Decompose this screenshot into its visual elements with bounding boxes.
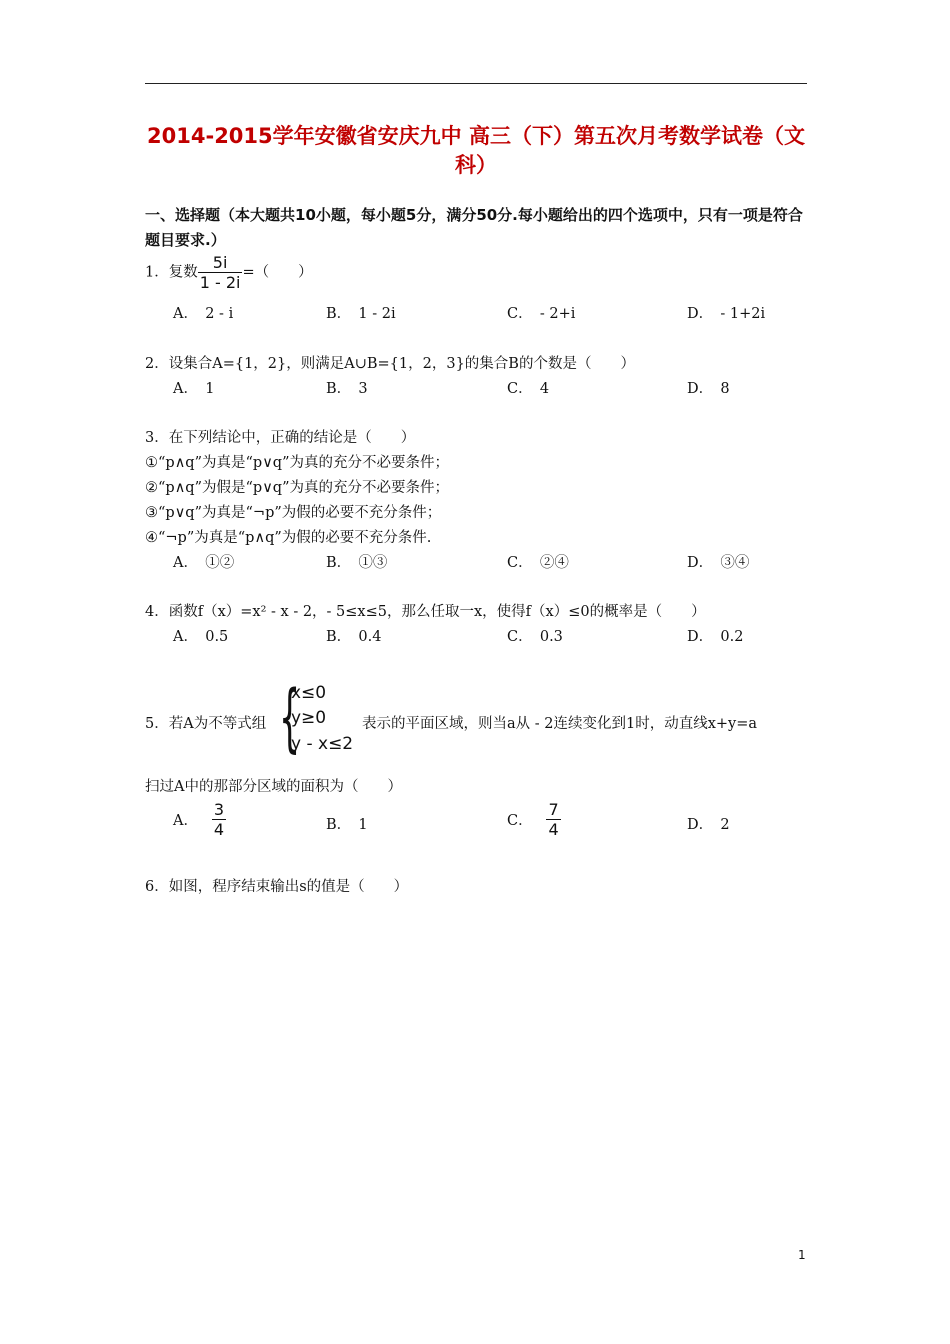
page-title: 2014-2015学年安徽省安庆九中 高三（下）第五次月考数学试卷（文科） — [147, 124, 805, 177]
header-rule — [145, 83, 807, 84]
question-1 — [145, 253, 313, 292]
q5-option-d: D． 2 — [687, 817, 730, 833]
inequality-3: y - x≤2 — [291, 734, 354, 754]
q2-option-a: A． 1 — [173, 381, 215, 397]
q5-option-a-label: A． — [173, 813, 198, 829]
q3-item-3: ③“p∨q”为真是“¬p”为假的必要不充分条件； — [145, 505, 442, 521]
q1-suffix: =（ ） — [242, 264, 313, 281]
q2-option-c: C． 4 — [507, 381, 550, 397]
q5-option-a-num: 3 — [213, 800, 224, 819]
q3-item-4: ④“¬p”为真是“p∧q”为假的必要不充分条件. — [145, 530, 432, 546]
inequality-1: x≤0 — [291, 683, 327, 703]
q1-denominator: 1 - 2i — [199, 273, 241, 292]
q1-option-d: D． - 1+2i — [687, 306, 766, 322]
q5-option-b: B． 1 — [326, 817, 368, 833]
q5-suffix: 表示的平面区域，则当a从 - 2连续变化到1时，动直线x+y=a — [362, 716, 758, 732]
q5-option-a-den: 4 — [213, 820, 224, 839]
page-number: 1 — [798, 1248, 806, 1262]
q5-prefix: 5．若A为不等式组 — [145, 716, 267, 732]
question-6: 6．如图，程序结束输出s的值是（ ） — [145, 879, 409, 895]
q3-item-2: ②“p∧q”为假是“p∨q”为真的充分不必要条件； — [145, 480, 450, 496]
q5-option-a — [173, 800, 226, 839]
q1-prefix: 1．复数 — [145, 264, 198, 281]
question-3: 3．在下列结论中，正确的结论是（ ） — [145, 430, 416, 446]
q1-numerator: 5i — [212, 253, 228, 272]
q1-fraction — [198, 253, 243, 292]
q5-option-c-label: C． — [507, 813, 533, 829]
q4-option-c: C． 0.3 — [507, 629, 563, 645]
q1-option-a: A． 2 - i — [173, 306, 234, 322]
q1-option-c: C． - 2+i — [507, 306, 576, 322]
q2-option-d: D． 8 — [687, 381, 730, 397]
q3-option-b: B． ①③ — [326, 555, 388, 571]
q1-option-b: B． 1 - 2i — [326, 306, 396, 322]
q5-option-a-fraction — [212, 800, 226, 839]
question-4: 4．函数f（x）=x² - x - 2，- 5≤x≤5，那么任取一x，使得f（x）≤0的概率是（ ） — [145, 604, 706, 620]
q3-option-d: D． ③④ — [687, 555, 750, 571]
q4-option-d: D． 0.2 — [687, 629, 744, 645]
q5-option-c-fraction — [546, 800, 560, 839]
q5-option-c-den: 4 — [548, 820, 559, 839]
q3-option-a: A． ①② — [173, 555, 235, 571]
q2-option-b: B． 3 — [326, 381, 368, 397]
q5-line-2: 扫过A中的那部分区域的面积为（ ） — [145, 779, 402, 795]
inequality-2: y≥0 — [291, 708, 327, 728]
q3-item-1: ①“p∧q”为真是“p∨q”为真的充分不必要条件； — [145, 455, 450, 471]
left-brace: { — [279, 675, 301, 761]
q4-option-a: A． 0.5 — [173, 629, 229, 645]
q5-option-c-num: 7 — [548, 800, 559, 819]
q5-option-c — [507, 800, 561, 839]
inequality-system — [279, 675, 359, 761]
section-heading: 一、选择题（本大题共10小题，每小题5分，满分50分.每小题给出的四个选项中，只有一项是符合题目要求.） — [145, 206, 803, 249]
q3-option-c: C． ②④ — [507, 555, 569, 571]
question-2: 2．设集合A={1，2}，则满足A∪B={1，2，3}的集合B的个数是（ ） — [145, 356, 635, 372]
q4-option-b: B． 0.4 — [326, 629, 382, 645]
